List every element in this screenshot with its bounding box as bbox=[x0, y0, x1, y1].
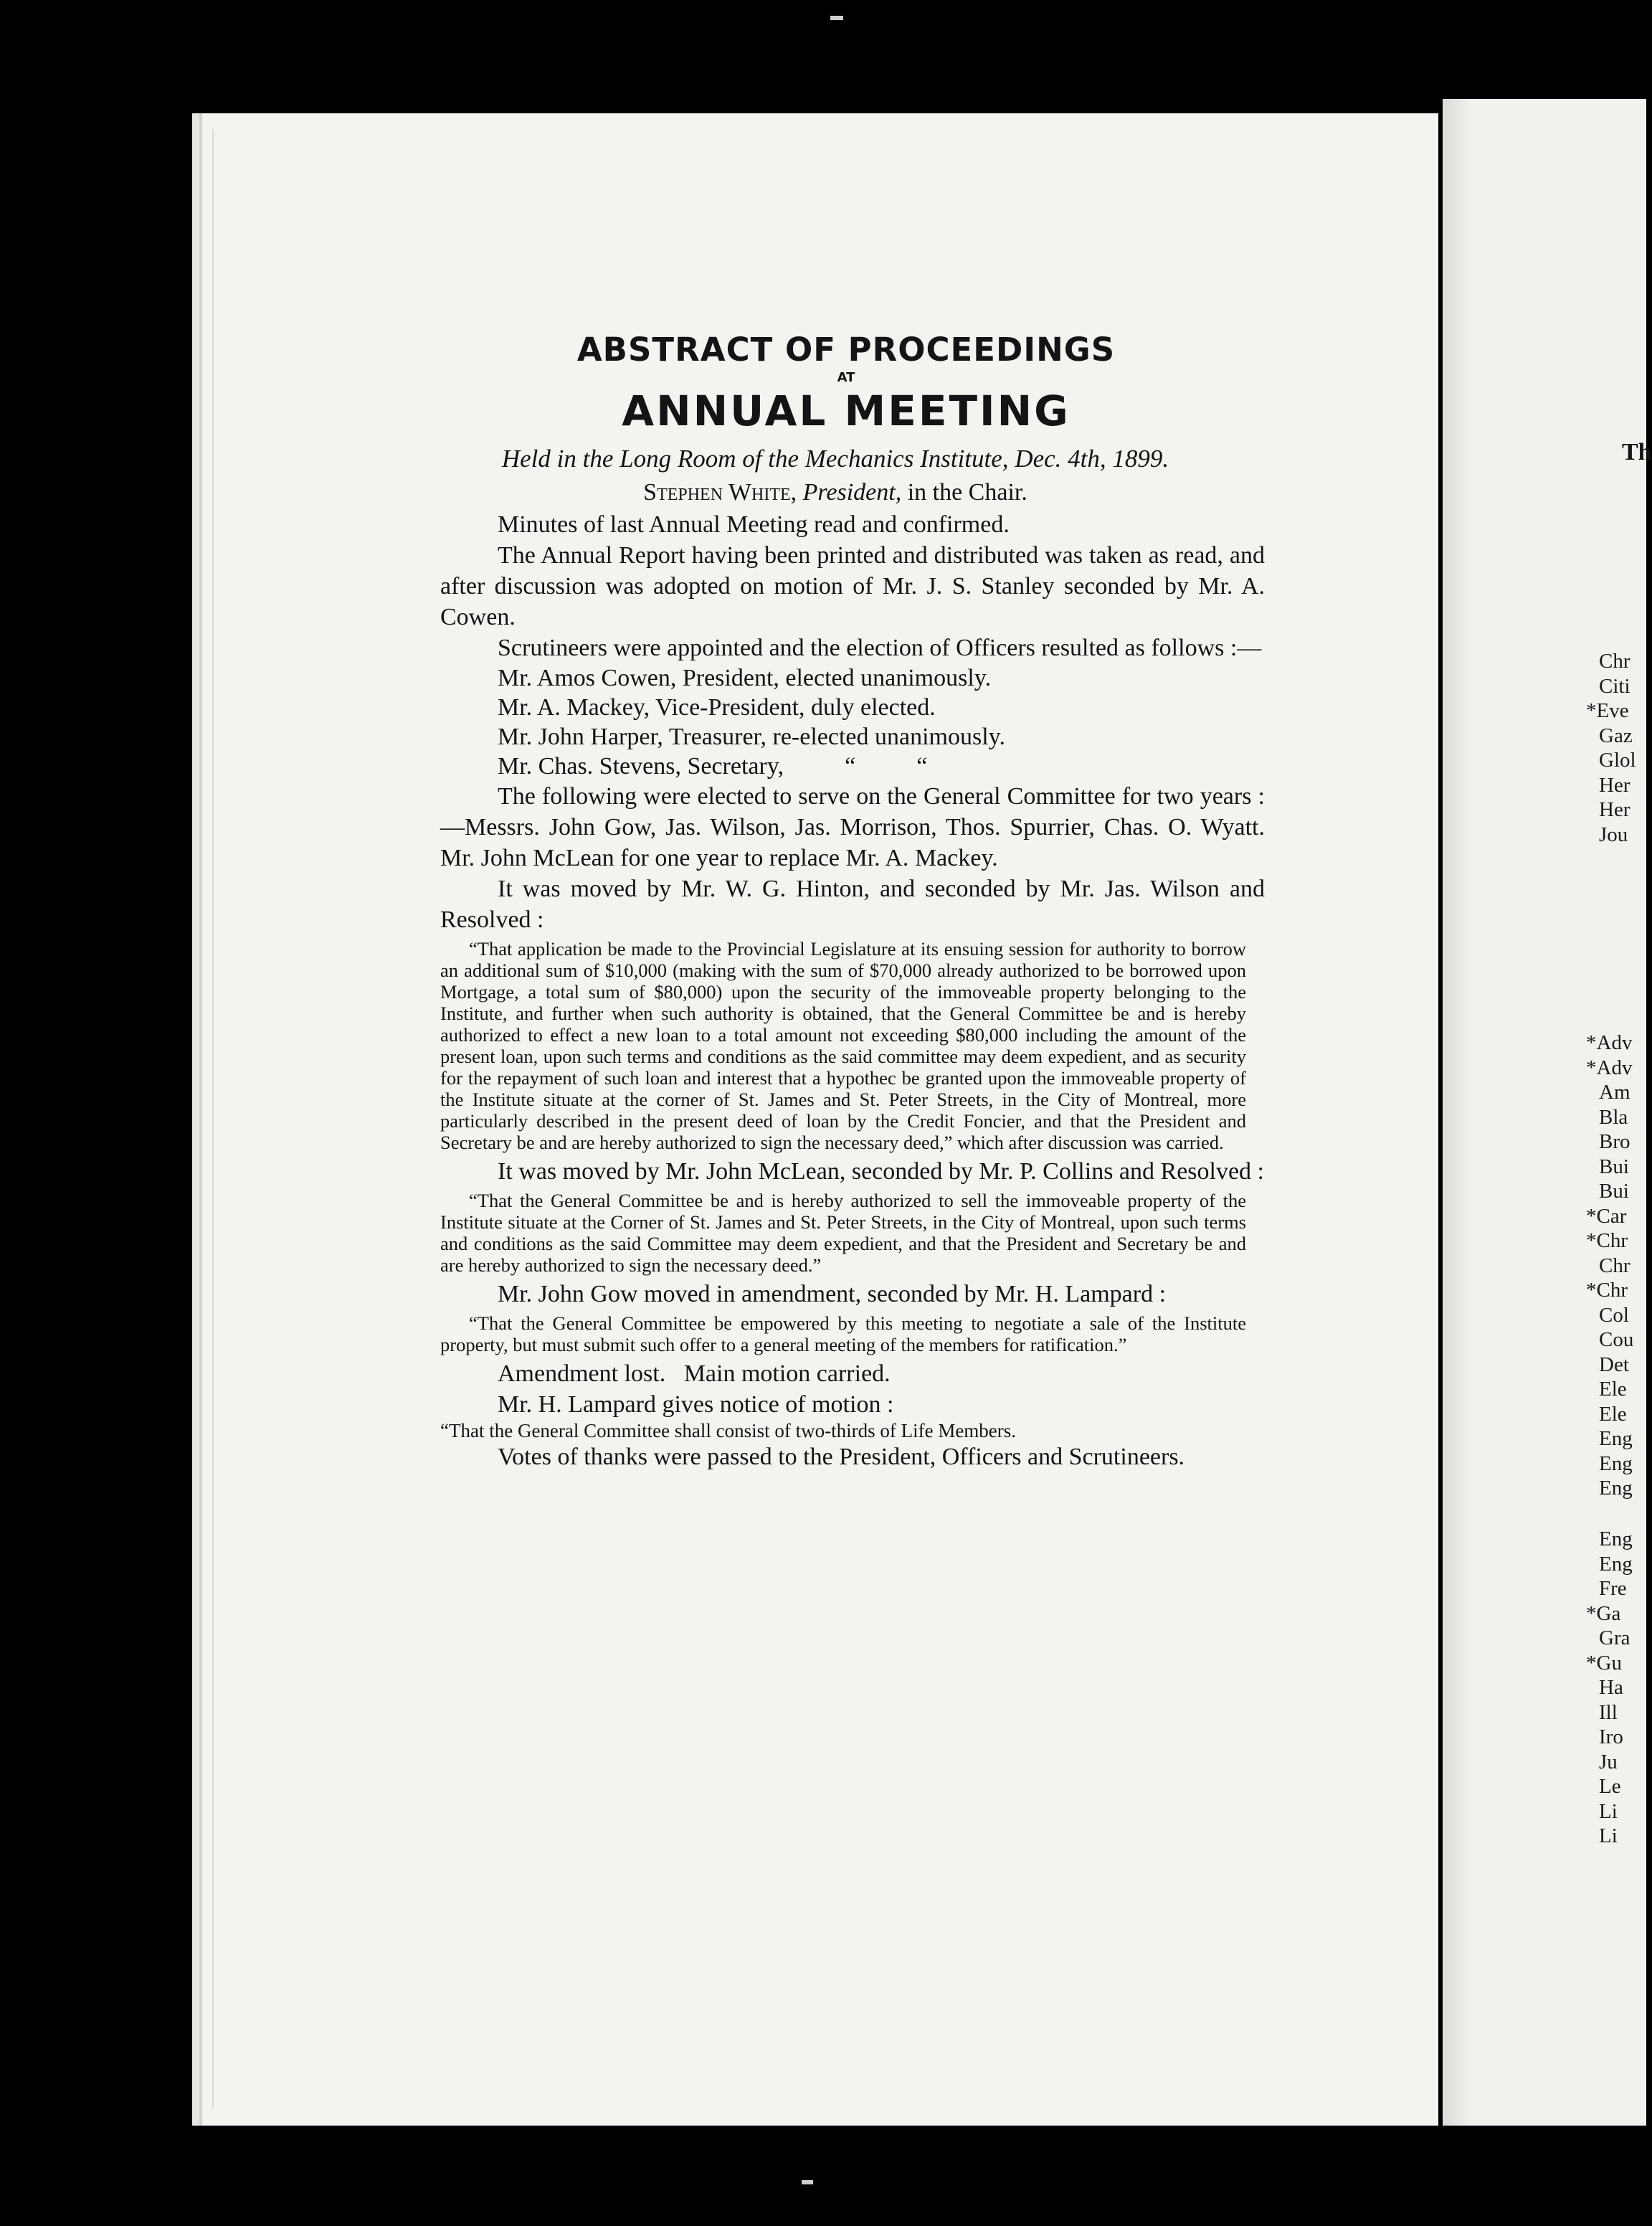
scan-speck bbox=[802, 2180, 813, 2184]
amendment-paragraph: Mr. John Gow moved in amendment, seconded by Mr. H. Lampard : bbox=[498, 1281, 1167, 1307]
facing-page-fragment: Li bbox=[1599, 1799, 1618, 1823]
facing-page-fragment: Col bbox=[1599, 1303, 1629, 1327]
facing-page-fragment: Le bbox=[1599, 1775, 1621, 1798]
facing-page-title-fragment: Th bbox=[1622, 439, 1652, 465]
facing-page-fragment: Chr bbox=[1599, 1254, 1630, 1277]
facing-page-fragment: Ele bbox=[1599, 1402, 1627, 1426]
chair-rest: in the Chair. bbox=[907, 479, 1027, 506]
motion-mclean: It was moved by Mr. John McLean, seconded by Mr. P. Collins and Resolved : bbox=[498, 1158, 1265, 1185]
meeting-heading: ANNUAL MEETING bbox=[622, 387, 1071, 435]
facing-page-fragment: Jou bbox=[1599, 823, 1628, 846]
facing-page-fragment: *Car bbox=[1586, 1204, 1627, 1228]
chair-name: Stephen White, bbox=[643, 479, 797, 506]
title-connector: AT bbox=[837, 370, 855, 385]
amendment-text: “That the General Committee be empowered by this meeting to negotiate a sale of the Institute property, but must submit such offer to a general meeting of the members for ratification.” bbox=[440, 1312, 1246, 1355]
document-content bbox=[440, 330, 1265, 1472]
facing-page-fragment: *Eve bbox=[1586, 699, 1629, 722]
notice-paragraph: Mr. H. Lampard gives notice of motion : bbox=[498, 1391, 894, 1418]
motion-hinton: It was moved by Mr. W. G. Hinton, and seconded by Mr. Jas. Wilson and Resolved : bbox=[440, 876, 1265, 933]
facing-page-fragment: *Chr bbox=[1586, 1279, 1628, 1302]
proceedings-body bbox=[440, 509, 1265, 1472]
facing-page-fragment: Her bbox=[1599, 798, 1630, 821]
facing-page-fragment: Bro bbox=[1599, 1130, 1630, 1153]
facing-page-fragment: Gra bbox=[1599, 1626, 1630, 1649]
page-fold-line bbox=[212, 129, 214, 2108]
report-paragraph: The Annual Report having been printed and distributed was taken as read, and after discussion was adopted on motion of Mr. J. S. Stanley seconded by Mr. A. Cowen. bbox=[440, 542, 1265, 630]
thanks-paragraph: Votes of thanks were passed to the President, Officers and Scrutineers. bbox=[498, 1444, 1185, 1470]
facing-page-fragment: Am bbox=[1599, 1081, 1630, 1104]
officer-line: Mr. Amos Cowen, President, elected unanimously. bbox=[498, 665, 992, 691]
resolution-mclean: “That the General Committee be and is hereby authorized to sell the immoveable property of the Institute situate at the Corner of St. James and St. Peter Streets, in the City of Montreal, upon such terms and conditions as the said Committee may deem expedient, and that the President and Secretary be and are hereby authorized to sign the necessary deed.” bbox=[440, 1190, 1246, 1276]
notice-text: “That the General Committee shall consist of two-thirds of Life Members. bbox=[440, 1420, 1017, 1441]
meeting-location-date: Held in the Long Room of the Mechanics Institute, Dec. 4th, 1899. bbox=[501, 445, 1169, 473]
facing-page-fragment: Eng bbox=[1599, 1528, 1633, 1550]
page-gutter bbox=[1443, 99, 1471, 2126]
facing-page-fragment: *Adv bbox=[1586, 1056, 1633, 1079]
facing-page-fragment: *Ga bbox=[1586, 1601, 1621, 1625]
facing-page-fragment: Iro bbox=[1599, 1725, 1623, 1748]
facing-page-fragment: Ha bbox=[1599, 1676, 1623, 1699]
facing-page-fragment: Ele bbox=[1599, 1378, 1627, 1401]
facing-page-fragment: Ill bbox=[1599, 1700, 1618, 1724]
scan-speck bbox=[830, 16, 843, 20]
facing-page-fragment: *Adv bbox=[1586, 1031, 1633, 1054]
officer-line: Mr. A. Mackey, Vice-President, duly elected. bbox=[498, 694, 936, 721]
facing-page-fragment: Citi bbox=[1599, 674, 1630, 698]
resolution-hinton: “That application be made to the Provincial Legislature at its ensuing session for authority to borrow an additional sum of $10,000 (making with the sum of $70,000 already authorized to be borrowed upon Mortgage, a total sum of $80,000) upon the security of the immoveable property belonging to the Institute, and further when such authority is obtained, that the General Committee be and is hereby authorized to effect a new loan to a total amount not exceeding $80,000 including the amount of the present loan, upon such terms and conditions as the said committee may deem expedient, and as security for the repayment of such loan and interest that a hypothec be granted upon the immoveable property of the Institute situate at the corner of St. James and St. Peter Streets, in the City of Montreal, more particularly described in the present deed of loan by the Credit Foncier, and that the President and Secretary be and are hereby authorized to sign the necessary deed,” which after discussion was carried. bbox=[440, 938, 1246, 1153]
facing-page-fragment: Eng bbox=[1599, 1552, 1633, 1576]
facing-page-fragment: Bui bbox=[1599, 1180, 1629, 1203]
facing-page-fragment: Eng bbox=[1599, 1451, 1633, 1475]
facing-page-fragment: Fre bbox=[1599, 1577, 1627, 1600]
facing-page-fragment: Eng bbox=[1599, 1477, 1633, 1500]
document-title: ABSTRACT OF PROCEEDINGS bbox=[576, 331, 1116, 369]
chair-line bbox=[409, 476, 1262, 509]
facing-page-fragment: Chr bbox=[1599, 650, 1630, 673]
chair-role: President, bbox=[802, 479, 902, 506]
facing-page-fragment: Bla bbox=[1599, 1105, 1628, 1129]
officer-line: Mr. John Harper, Treasurer, re-elected unanimously. bbox=[498, 724, 1005, 750]
facing-page-fragment: Glol bbox=[1599, 749, 1636, 772]
scrutineers-paragraph: Scrutineers were appointed and the election of Officers resulted as follows :— bbox=[498, 635, 1262, 661]
amendment-result: Amendment lost. Main motion carried. bbox=[498, 1360, 891, 1387]
facing-page-fragment: Eng bbox=[1599, 1427, 1633, 1450]
facing-page-fragment: Ju bbox=[1599, 1750, 1618, 1773]
facing-page-fragment: *Chr bbox=[1586, 1229, 1628, 1252]
officer-line: Mr. Chas. Stevens, Secretary, “ “ bbox=[498, 753, 928, 780]
facing-page-fragment: Det bbox=[1599, 1353, 1629, 1376]
facing-page-fragment: Cou bbox=[1599, 1328, 1634, 1351]
facing-page-fragment: Bui bbox=[1599, 1155, 1629, 1178]
committee-paragraph: The following were elected to serve on the General Committee for two years :—Messrs. John Gow, Jas. Wilson, Jas. Morrison, Thos. Spurrier, Chas. O. Wyatt. Mr. John McLean for one year to replace Mr. A. Mackey. bbox=[440, 783, 1265, 871]
facing-page-fragment: Her bbox=[1599, 773, 1630, 797]
minutes-paragraph: Minutes of last Annual Meeting read and confirmed. bbox=[498, 511, 1010, 538]
facing-page-fragment: Gaz bbox=[1599, 724, 1633, 747]
facing-page-fragment: Li bbox=[1599, 1824, 1618, 1847]
facing-page-fragment: *Gu bbox=[1586, 1651, 1622, 1675]
